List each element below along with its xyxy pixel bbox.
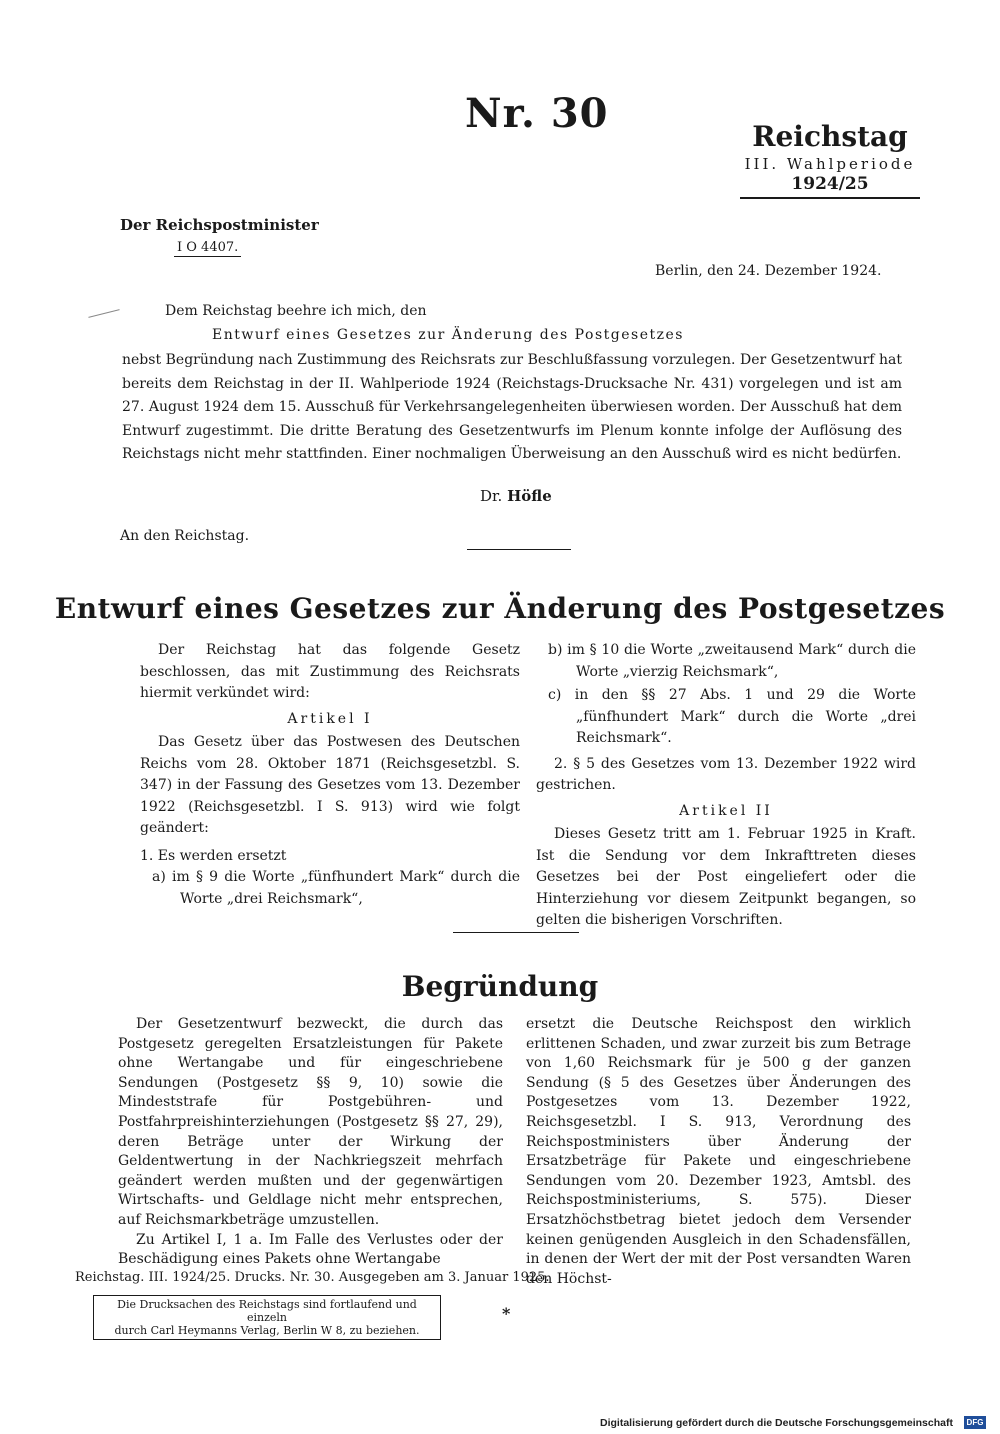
signature xyxy=(480,487,552,505)
divider xyxy=(453,932,579,933)
distribution-notice xyxy=(93,1295,441,1340)
article-1-title: Artikel I xyxy=(287,710,373,727)
wahlperiode-label: III. Wahlperiode xyxy=(744,155,916,173)
article-2-text: Dieses Gesetz tritt am 1. Februar 1925 in Kraft. Ist die Sendung vor dem Inkrafttreten dieses Gesetzes bei der Post eingeliefert oder die Hinterziehung vor diesem Zeitpunkt begangen, so gelten die bisherigen Vorschriften. xyxy=(536,826,916,928)
digitization-credit: Digitalisierung gefördert durch die Deutsche Forschungsgemeinschaft xyxy=(600,1417,953,1429)
item-2: 2. § 5 des Gesetzes vom 13. Dezember 1922 wird gestrichen. xyxy=(536,755,916,793)
article-2-title: Artikel II xyxy=(679,802,773,819)
reasons-paragraph-1: Der Gesetzentwurf bezweckt, die durch das Postgesetz geregelten Ersatzleistungen für Pakete ohne Wertangabe und für eingeschriebene Sendungen (Postgesetz §§ 9, 10) sowie die Mindeststrafe für Postgebühren- und Postfahrpreishinterziehungen (Postgesetz §§ 27, 29), deren Beträge unter der Wirkung der Geldentwertung in der Nachkriegszeit mehrfach geändert werden mußten und der gegenwärtigen Wirtschafts- und Geldlage nicht mehr entsprechen, auf Reichsmarkbeträge umzustellen. xyxy=(118,1016,503,1228)
signature-name: Höfle xyxy=(507,487,552,505)
asterisk: * xyxy=(502,1304,511,1323)
draft-heading: Entwurf eines Gesetzes zur Änderung des Postgesetzes xyxy=(54,592,946,625)
place-date: Berlin, den 24. Dezember 1924. xyxy=(655,263,882,279)
item-1: 1. Es werden ersetzt xyxy=(140,847,287,864)
sender: Der Reichspostminister xyxy=(120,216,319,234)
addressee: An den Reichstag. xyxy=(120,528,250,544)
divider xyxy=(467,549,571,550)
dfg-logo-icon: DFG xyxy=(964,1416,986,1429)
item-1c: c) in den §§ 27 Abs. 1 und 29 die Worte „fünfhundert Mark“ durch die Worte „drei Reichsmark“. xyxy=(548,687,916,746)
reasons-heading: Begründung xyxy=(401,970,599,1003)
reichstag-block xyxy=(740,120,920,199)
letter-draft-title: Entwurf eines Gesetzes zur Änderung des Postgesetzes xyxy=(212,327,684,343)
letter-intro: Dem Reichstag beehre ich mich, den xyxy=(165,303,427,319)
notice-line-1: Die Drucksachen des Reichstags sind fortlaufend und einzeln xyxy=(117,1298,417,1324)
item-1a: a) im § 9 die Worte „fünfhundert Mark“ durch die Worte „drei Reichsmark“, xyxy=(152,869,520,907)
reasons-paragraph-2: Zu Artikel I, 1 a. Im Falle des Verlustes oder der Beschädigung eines Pakets ohne Wertangabe xyxy=(118,1231,503,1268)
reichstag-label: Reichstag xyxy=(752,120,908,153)
reasons-paragraph-3: ersetzt die Deutsche Reichspost den wirklich erlittenen Schaden, und zwar zurzeit bis zum Betrage von 1,60 Reichsmark für je 500 g der ganzen Sendung (§ 5 des Gesetzes über Änderungen des Postgesetzes vom 13. Dezember 1922, Reichsgesetzbl. I S. 913, Verordnung des Reichspostministers über Änderung der Ersatzbeträge für Pakete und eingeschriebene Sendungen vom 20. Dezember 1923, Amtsbl. des Reichspostministeriums, S. 575). Dieser Ersatzhöchstbetrag bietet jedoch dem Versender keinen genügenden Ausgleich in den Schadensfällen, in denen der Wert der mit der Post versandten Waren den Höchst- xyxy=(526,1016,911,1287)
years-label: 1924/25 xyxy=(740,174,920,199)
letter-body: nebst Begründung nach Zustimmung des Reichsrats zur Beschlußfassung vorzulegen. Der Gesetzentwurf hat bereits dem Reichstag in der II. Wahlperiode 1924 (Reichstags-Drucksache Nr. 431) vorgelegen und ist am 27. August 1924 dem 15. Ausschuß für Verkehrsangelegenheiten überwiesen worden. Der Ausschuß hat dem Entwurf zugestimmt. Die dritte Beratung des Gesetzentwurfs im Plenum konnte infolge der Auflösung des Reichstags nicht mehr stattfinden. Einer nochmaligen Überweisung an den Ausschuß wird es nicht bedürfen. xyxy=(122,352,902,463)
footer-line: Reichstag. III. 1924/25. Drucks. Nr. 30. Ausgegeben am 3. Januar 1925. xyxy=(75,1270,550,1285)
reasons-right-column xyxy=(526,1015,911,1289)
draft-intro: Der Reichstag hat das folgende Gesetz beschlossen, das mit Zustimmung des Reichsrats hiermit verkündet wird: xyxy=(140,642,520,701)
reasons-left-column xyxy=(118,1015,503,1270)
margin-mark xyxy=(88,309,119,318)
reference-number: I O 4407. xyxy=(174,240,241,257)
signature-prefix: Dr. xyxy=(480,487,503,505)
draft-right-column xyxy=(536,640,916,932)
document-number: Nr. 30 xyxy=(465,90,609,137)
article-1-text: Das Gesetz über das Postwesen des Deutschen Reichs vom 28. Oktober 1871 (Reichsgesetzbl. S. 347) in der Fassung des Gesetzes vom 13. Dezember 1922 (Reichsgesetzbl. I S. 913) wird wie folgt geändert: xyxy=(140,734,520,836)
draft-left-column xyxy=(140,640,520,910)
notice-line-2: durch Carl Heymanns Verlag, Berlin W 8, zu beziehen. xyxy=(114,1324,420,1337)
item-1b: b) im § 10 die Worte „zweitausend Mark“ durch die Worte „vierzig Reichsmark“, xyxy=(548,642,916,680)
